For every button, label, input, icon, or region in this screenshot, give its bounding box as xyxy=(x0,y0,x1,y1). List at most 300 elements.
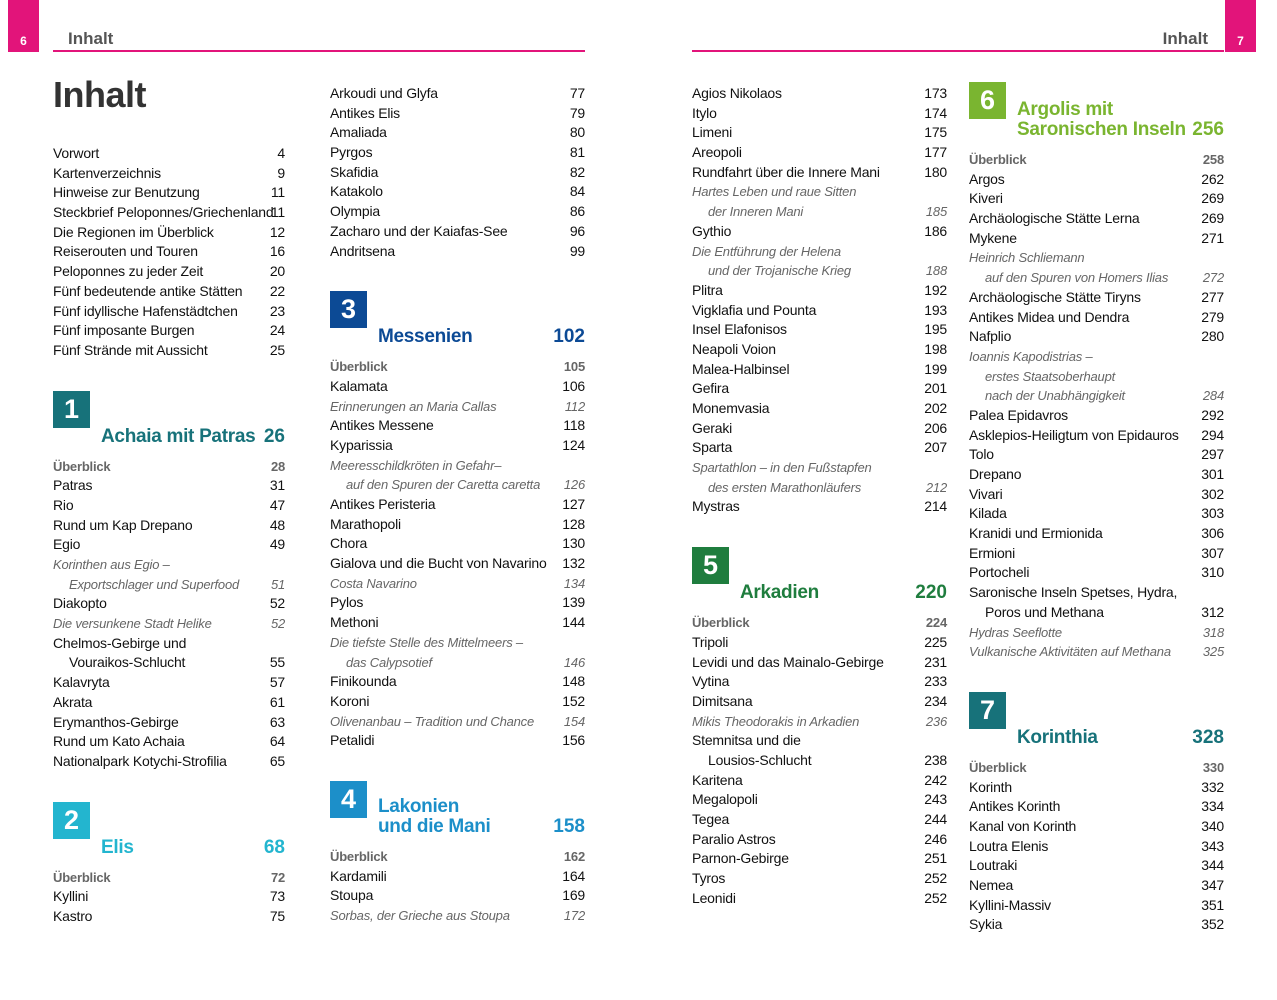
overview-entry[interactable] xyxy=(330,357,585,377)
toc-entry[interactable] xyxy=(692,104,947,124)
toc-entry[interactable] xyxy=(53,321,285,341)
toc-entry[interactable] xyxy=(692,810,947,830)
toc-entry[interactable] xyxy=(330,475,585,495)
toc-entry-page: 63 xyxy=(269,713,285,730)
toc-entry[interactable] xyxy=(330,554,585,574)
chapter-page: 68 xyxy=(263,836,285,858)
toc-entry[interactable] xyxy=(969,797,1224,817)
toc-entry-page: 318 xyxy=(1202,624,1224,640)
toc-entry[interactable] xyxy=(692,143,947,163)
toc-entry[interactable] xyxy=(969,445,1224,465)
toc-entry-title: Geraki xyxy=(692,419,733,436)
chapter-title xyxy=(378,797,491,837)
toc-entry-title: Loutraki xyxy=(969,857,1018,874)
toc-entry[interactable] xyxy=(692,242,947,262)
toc-entry[interactable] xyxy=(692,692,947,712)
toc-entry-page: 175 xyxy=(924,124,947,141)
toc-entry-page: 152 xyxy=(562,692,585,709)
toc-entry-title: der Inneren Mani xyxy=(708,204,804,220)
toc-entry-title: Diakopto xyxy=(53,595,107,612)
toc-entry-page: 271 xyxy=(1201,229,1224,246)
toc-entry-page: 11 xyxy=(270,184,285,201)
toc-entry-title: Die versunkene Stadt Helike xyxy=(53,616,212,632)
chapter-heading-1[interactable] xyxy=(53,389,285,447)
toc-entry-page: 23 xyxy=(269,302,285,319)
toc-entry-page: 277 xyxy=(1201,288,1224,305)
toc-entry[interactable] xyxy=(969,817,1224,837)
chapter-number-badge: 6 xyxy=(969,82,1006,119)
toc-entry-title: Akrata xyxy=(53,693,93,710)
toc-entry-title: Tolo xyxy=(969,446,994,463)
chapter-heading-7[interactable] xyxy=(969,690,1224,748)
toc-entry-title: Kardamili xyxy=(330,867,387,884)
toc-entry[interactable] xyxy=(330,906,585,926)
chapter-page: 26 xyxy=(263,425,285,447)
toc-entry[interactable] xyxy=(692,301,947,321)
toc-entry[interactable] xyxy=(330,377,585,397)
toc-entry[interactable] xyxy=(969,623,1224,643)
toc-entry[interactable] xyxy=(692,261,947,281)
toc-entry[interactable] xyxy=(969,386,1224,406)
toc-entry-title: Meeresschildkröten in Gefahr– xyxy=(330,457,502,473)
toc-entry[interactable] xyxy=(692,340,947,360)
toc-entry[interactable] xyxy=(692,771,947,791)
chapter-number-badge: 3 xyxy=(330,291,367,328)
toc-entry-title: Archäologische Stätte Tiryns xyxy=(969,288,1141,305)
toc-entry[interactable] xyxy=(969,465,1224,485)
page-number-tab-left xyxy=(8,0,39,52)
toc-entry-page: 201 xyxy=(924,380,947,397)
toc-entry[interactable] xyxy=(969,288,1224,308)
toc-entry[interactable] xyxy=(692,182,947,202)
overview-entry[interactable] xyxy=(969,150,1224,170)
toc-entry[interactable] xyxy=(969,876,1224,896)
toc-entry-title: Pyrgos xyxy=(330,144,373,161)
running-header-right: Inhalt xyxy=(1162,29,1208,48)
toc-entry-page: 127 xyxy=(562,496,585,512)
toc-entry[interactable] xyxy=(969,915,1224,935)
toc-entry[interactable] xyxy=(692,712,947,732)
toc-entry-title: Heinrich Schliemann xyxy=(969,250,1085,266)
toc-entry-title: Itylo xyxy=(692,104,717,121)
toc-entry-title: Olympia xyxy=(330,203,380,220)
toc-entry-title: Rundfahrt über die Innere Mani xyxy=(692,163,880,180)
toc-entry-page: 246 xyxy=(924,830,947,847)
toc-entry-title: Vigklafia und Pounta xyxy=(692,301,817,318)
toc-entry[interactable] xyxy=(692,497,947,517)
toc-entry-title: Überblick xyxy=(969,152,1027,167)
toc-entry-title: Megalopoli xyxy=(692,791,758,808)
toc-entry[interactable] xyxy=(53,594,285,614)
chapter-page: 158 xyxy=(553,815,585,837)
toc-entry-title: Leonidi xyxy=(692,889,736,906)
toc-entry[interactable] xyxy=(330,613,585,633)
toc-entry[interactable] xyxy=(969,504,1224,524)
toc-entry[interactable] xyxy=(330,574,585,594)
toc-entry[interactable] xyxy=(692,751,947,771)
toc-entry-page: 156 xyxy=(562,732,585,749)
toc-entry-title: Agios Nikolaos xyxy=(692,85,782,101)
toc-entry[interactable] xyxy=(330,182,585,202)
toc-entry-title: nach der Unabhängigkeit xyxy=(985,388,1125,404)
toc-entry-page: 212 xyxy=(925,479,947,495)
toc-entry[interactable] xyxy=(969,778,1224,798)
toc-entry[interactable] xyxy=(969,485,1224,505)
toc-entry[interactable] xyxy=(692,281,947,301)
toc-entry-title: Spartathlon – in den Fußstapfen xyxy=(692,460,872,476)
toc-entry-page: 262 xyxy=(1201,170,1224,187)
toc-entry[interactable] xyxy=(53,653,285,673)
toc-entry-title: Tripoli xyxy=(692,633,729,650)
toc-entry-page: 132 xyxy=(562,555,585,572)
toc-entry[interactable] xyxy=(969,189,1224,209)
toc-entry-page: 148 xyxy=(562,673,585,690)
toc-entry[interactable] xyxy=(330,593,585,613)
toc-entry[interactable] xyxy=(969,367,1224,387)
toc-entry[interactable] xyxy=(53,752,285,772)
toc-entry-page: 48 xyxy=(269,516,285,533)
toc-entry-page: 351 xyxy=(1201,896,1224,913)
chapter-heading-3[interactable] xyxy=(330,289,585,347)
toc-entry-page: 251 xyxy=(924,850,947,867)
toc-entry-page: 258 xyxy=(1202,152,1224,167)
toc-entry-title: Petalidi xyxy=(330,732,375,749)
toc-entry[interactable] xyxy=(692,478,947,498)
toc-entry[interactable] xyxy=(330,242,585,262)
page-title: Inhalt xyxy=(53,74,146,115)
toc-entry[interactable] xyxy=(692,869,947,889)
chapter-number-badge: 4 xyxy=(330,781,367,818)
toc-entry[interactable] xyxy=(969,406,1224,426)
toc-entry[interactable] xyxy=(969,268,1224,288)
toc-entry-title: Gialova und die Bucht von Navarino xyxy=(330,555,547,572)
toc-entry-title: Zacharo und der Kaiafas-See xyxy=(330,222,508,239)
toc-entry[interactable] xyxy=(53,516,285,536)
toc-entry-title: Nemea xyxy=(969,877,1014,893)
toc-entry-title: Argos xyxy=(969,170,1005,187)
toc-entry[interactable] xyxy=(692,633,947,653)
toc-entry-page: 279 xyxy=(1201,308,1224,325)
toc-entry-page: 51 xyxy=(270,576,285,592)
toc-entry-title: Korinth xyxy=(969,778,1012,795)
toc-entry-page: 238 xyxy=(924,751,947,768)
toc-entry-page: 64 xyxy=(269,733,285,750)
toc-entry-page: 225 xyxy=(924,633,947,650)
chapter-heading-6[interactable] xyxy=(969,82,1224,140)
toc-entry-page: 134 xyxy=(563,575,585,591)
chapter-number-badge: 2 xyxy=(53,802,90,839)
toc-entry[interactable] xyxy=(969,308,1224,328)
chapter-page: 220 xyxy=(915,582,947,604)
toc-entry-title: Hydras Seeflotte xyxy=(969,624,1062,640)
toc-entry[interactable] xyxy=(53,907,285,927)
toc-entry[interactable] xyxy=(330,886,585,906)
toc-entry[interactable] xyxy=(692,672,947,692)
toc-entry-title: Saronische Inseln Spetses, Hydra, xyxy=(969,584,1178,601)
toc-entry[interactable] xyxy=(53,713,285,733)
toc-entry-title: Insel Elafonisos xyxy=(692,321,787,338)
toc-entry[interactable] xyxy=(330,495,585,515)
toc-entry[interactable] xyxy=(330,515,585,535)
toc-entry[interactable] xyxy=(969,642,1224,662)
toc-entry[interactable] xyxy=(969,856,1224,876)
toc-entry[interactable] xyxy=(53,535,285,555)
toc-entry[interactable] xyxy=(692,84,947,104)
toc-entry[interactable] xyxy=(692,849,947,869)
toc-entry-title: das Calypsotief xyxy=(346,654,432,670)
toc-entry-title: Vivari xyxy=(969,485,1003,502)
toc-entry-title: Kyllini xyxy=(53,888,89,905)
toc-entry[interactable] xyxy=(692,790,947,810)
toc-entry-page: 347 xyxy=(1201,877,1224,893)
toc-entry-title: Antikes Korinth xyxy=(969,798,1061,815)
toc-entry[interactable] xyxy=(53,555,285,575)
overview-entry[interactable] xyxy=(969,758,1224,778)
toc-entry[interactable] xyxy=(330,633,585,653)
toc-entry[interactable] xyxy=(53,164,285,184)
toc-entry-title: Andritsena xyxy=(330,242,395,259)
toc-entry-page: 146 xyxy=(563,654,585,670)
toc-entry-page: 301 xyxy=(1201,466,1224,482)
toc-entry-page: 207 xyxy=(924,439,947,456)
toc-entry-page: 61 xyxy=(269,693,285,710)
toc-entry-title: Rund um Kato Achaia xyxy=(53,733,185,750)
toc-entry[interactable] xyxy=(330,692,585,712)
toc-entry[interactable] xyxy=(969,563,1224,583)
toc-entry-title: Ermioni xyxy=(969,544,1016,561)
toc-entry-page: 80 xyxy=(569,124,585,141)
toc-entry-title: Reiserouten und Touren xyxy=(53,243,198,260)
overview-entry[interactable] xyxy=(53,868,285,888)
toc-entry[interactable] xyxy=(692,731,947,751)
toc-entry-title: Kranidi und Ermionida xyxy=(969,525,1103,542)
toc-entry-title: Tyros xyxy=(692,870,726,887)
toc-entry[interactable] xyxy=(330,534,585,554)
toc-entry[interactable] xyxy=(692,123,947,143)
toc-entry-page: 188 xyxy=(925,263,947,279)
overview-entry[interactable] xyxy=(330,847,585,867)
toc-entry[interactable] xyxy=(330,672,585,692)
toc-entry-title: Koroni xyxy=(330,692,370,709)
toc-entry[interactable] xyxy=(53,673,285,693)
toc-entry-page: 310 xyxy=(1201,564,1224,581)
toc-entry[interactable] xyxy=(692,202,947,222)
toc-column-2 xyxy=(330,84,585,926)
toc-entry-page: 307 xyxy=(1201,544,1224,561)
toc-entry[interactable] xyxy=(330,731,585,751)
toc-entry-title: Levidi und das Mainalo-Gebirge xyxy=(692,653,884,670)
toc-entry[interactable] xyxy=(692,889,947,909)
toc-entry-title: Plitra xyxy=(692,281,723,298)
toc-entry[interactable] xyxy=(969,209,1224,229)
toc-entry[interactable] xyxy=(330,712,585,732)
toc-entry[interactable] xyxy=(692,379,947,399)
overview-entry[interactable] xyxy=(692,613,947,633)
toc-entry[interactable] xyxy=(330,163,585,183)
toc-entry-page: 106 xyxy=(562,377,585,394)
toc-entry[interactable] xyxy=(692,222,947,242)
toc-entry-page: 22 xyxy=(269,282,285,299)
toc-column-3 xyxy=(692,84,947,908)
toc-entry[interactable] xyxy=(692,438,947,458)
chapter-number-badge: 7 xyxy=(969,692,1006,729)
toc-entry[interactable] xyxy=(53,634,285,654)
toc-entry-title: Palea Epidavros xyxy=(969,406,1068,423)
toc-entry[interactable] xyxy=(53,496,285,516)
toc-entry[interactable] xyxy=(330,84,585,104)
toc-entry-page: 343 xyxy=(1201,837,1224,854)
chapter-title-line-2: und die Mani xyxy=(378,815,491,837)
toc-entry[interactable] xyxy=(969,524,1224,544)
toc-entry-page: 352 xyxy=(1201,916,1224,933)
toc-entry-title: Olivenanbau – Tradition und Chance xyxy=(330,713,534,729)
toc-entry-title: Archäologische Stätte Lerna xyxy=(969,210,1140,227)
toc-entry[interactable] xyxy=(692,399,947,419)
toc-entry[interactable] xyxy=(692,360,947,380)
toc-entry[interactable] xyxy=(330,143,585,163)
toc-entry-title: Methoni xyxy=(330,614,379,631)
toc-entry-page: 73 xyxy=(269,888,285,905)
chapter-heading-2[interactable] xyxy=(53,800,285,858)
toc-entry-title: Kartenverzeichnis xyxy=(53,164,161,181)
toc-entry-page: 231 xyxy=(924,653,947,670)
toc-entry-title: Patras xyxy=(53,477,93,494)
toc-entry-page: 99 xyxy=(569,242,585,259)
toc-entry-title: Antikes Midea und Dendra xyxy=(969,308,1130,325)
toc-entry-page: 84 xyxy=(569,183,585,200)
toc-entry-page: 192 xyxy=(924,281,947,298)
toc-entry-page: 195 xyxy=(924,321,947,338)
toc-entry-page: 139 xyxy=(562,594,585,611)
toc-entry-page: 172 xyxy=(563,908,585,923)
toc-entry-title: Marathopoli xyxy=(330,515,401,532)
toc-entry-page: 332 xyxy=(1201,778,1224,795)
toc-entry[interactable] xyxy=(969,229,1224,249)
toc-entry-page: 297 xyxy=(1201,446,1224,463)
toc-entry-title: Überblick xyxy=(330,848,388,864)
toc-entry-title: Vulkanische Aktivitäten auf Methana xyxy=(969,644,1171,660)
toc-entry[interactable] xyxy=(969,603,1224,623)
toc-entry-page: 52 xyxy=(270,616,285,632)
toc-entry[interactable] xyxy=(53,341,285,361)
toc-entry-page: 31 xyxy=(269,477,285,494)
toc-entry[interactable] xyxy=(692,830,947,850)
toc-entry[interactable] xyxy=(330,653,585,673)
toc-entry[interactable] xyxy=(969,170,1224,190)
toc-entry[interactable] xyxy=(53,887,285,907)
toc-entry-title: Sykia xyxy=(969,916,1003,933)
toc-entry-page: 55 xyxy=(269,654,285,671)
toc-entry[interactable] xyxy=(330,436,585,456)
toc-entry[interactable] xyxy=(969,896,1224,916)
toc-entry-title: Malea-Halbinsel xyxy=(692,360,790,377)
toc-entry-title: Kastro xyxy=(53,907,93,924)
toc-entry[interactable] xyxy=(53,476,285,496)
toc-entry-page: 198 xyxy=(924,340,947,357)
toc-entry[interactable] xyxy=(53,203,285,223)
toc-entry-page: 272 xyxy=(1202,270,1224,286)
chapter-title: Elis xyxy=(101,836,134,858)
toc-entry-page: 72 xyxy=(270,869,285,885)
toc-entry-title: Amaliada xyxy=(330,124,387,141)
toc-entry-title: Asklepios-Heiligtum von Epidauros xyxy=(969,426,1179,443)
toc-entry-title: Chora xyxy=(330,535,368,552)
toc-entry-title: Exportschlager und Superfood xyxy=(69,576,240,592)
toc-entry[interactable] xyxy=(53,262,285,282)
chapter-heading-5[interactable] xyxy=(692,545,947,603)
toc-entry[interactable] xyxy=(330,867,585,887)
toc-entry[interactable] xyxy=(53,183,285,203)
toc-entry[interactable] xyxy=(330,104,585,124)
header-rule-left xyxy=(53,50,585,52)
toc-entry[interactable] xyxy=(53,144,285,164)
toc-entry-page: 269 xyxy=(1201,190,1224,207)
toc-entry-title: Antikes Messene xyxy=(330,417,434,434)
toc-entry[interactable] xyxy=(330,202,585,222)
toc-entry[interactable] xyxy=(53,223,285,243)
overview-entry[interactable] xyxy=(53,457,285,477)
chapter-heading-4[interactable] xyxy=(330,779,585,837)
toc-entry[interactable] xyxy=(330,222,585,242)
page-number-tab-right xyxy=(1225,0,1256,52)
toc-entry[interactable] xyxy=(53,575,285,595)
toc-entry-page: 269 xyxy=(1201,210,1224,227)
toc-entry[interactable] xyxy=(330,123,585,143)
toc-entry-title: Stemnitsa und die xyxy=(692,732,801,749)
toc-column-1 xyxy=(53,144,285,927)
toc-entry[interactable] xyxy=(969,837,1224,857)
toc-entry[interactable] xyxy=(969,347,1224,367)
toc-entry-page: 306 xyxy=(1201,525,1224,542)
toc-entry-title: Parnon-Gebirge xyxy=(692,850,789,867)
toc-entry[interactable] xyxy=(692,320,947,340)
toc-entry[interactable] xyxy=(53,242,285,262)
toc-entry[interactable] xyxy=(53,732,285,752)
toc-entry-title: Korinthen aus Egio – xyxy=(53,557,170,572)
toc-entry[interactable] xyxy=(969,583,1224,603)
toc-entry-page: 162 xyxy=(563,848,585,864)
toc-entry[interactable] xyxy=(330,397,585,417)
toc-entry-title: Areopoli xyxy=(692,144,742,161)
toc-entry[interactable] xyxy=(330,416,585,436)
toc-entry-title: Sparta xyxy=(692,439,733,456)
toc-entry-page: 330 xyxy=(1202,759,1224,775)
toc-entry[interactable] xyxy=(330,456,585,476)
toc-entry[interactable] xyxy=(53,302,285,322)
toc-entry[interactable] xyxy=(53,614,285,634)
toc-entry[interactable] xyxy=(53,282,285,302)
toc-entry-page: 4 xyxy=(277,145,285,161)
toc-entry-page: 118 xyxy=(563,417,585,434)
toc-entry-title: Vorwort xyxy=(53,145,100,161)
toc-entry[interactable] xyxy=(53,693,285,713)
toc-entry[interactable] xyxy=(969,327,1224,347)
toc-entry-title: Monemvasia xyxy=(692,400,770,416)
toc-entry[interactable] xyxy=(692,419,947,439)
toc-entry-page: 52 xyxy=(269,595,285,612)
toc-entry-page: 344 xyxy=(1201,857,1224,874)
toc-entry-title: und der Trojanische Krieg xyxy=(708,263,851,279)
toc-entry[interactable] xyxy=(969,248,1224,268)
toc-entry[interactable] xyxy=(969,426,1224,446)
toc-entry-page: 24 xyxy=(269,322,285,339)
toc-entry[interactable] xyxy=(692,458,947,478)
toc-entry-page: 126 xyxy=(563,477,585,493)
toc-entry[interactable] xyxy=(969,544,1224,564)
toc-entry[interactable] xyxy=(692,653,947,673)
toc-entry[interactable] xyxy=(692,163,947,183)
toc-entry-title: Fünf Strände mit Aussicht xyxy=(53,341,208,358)
